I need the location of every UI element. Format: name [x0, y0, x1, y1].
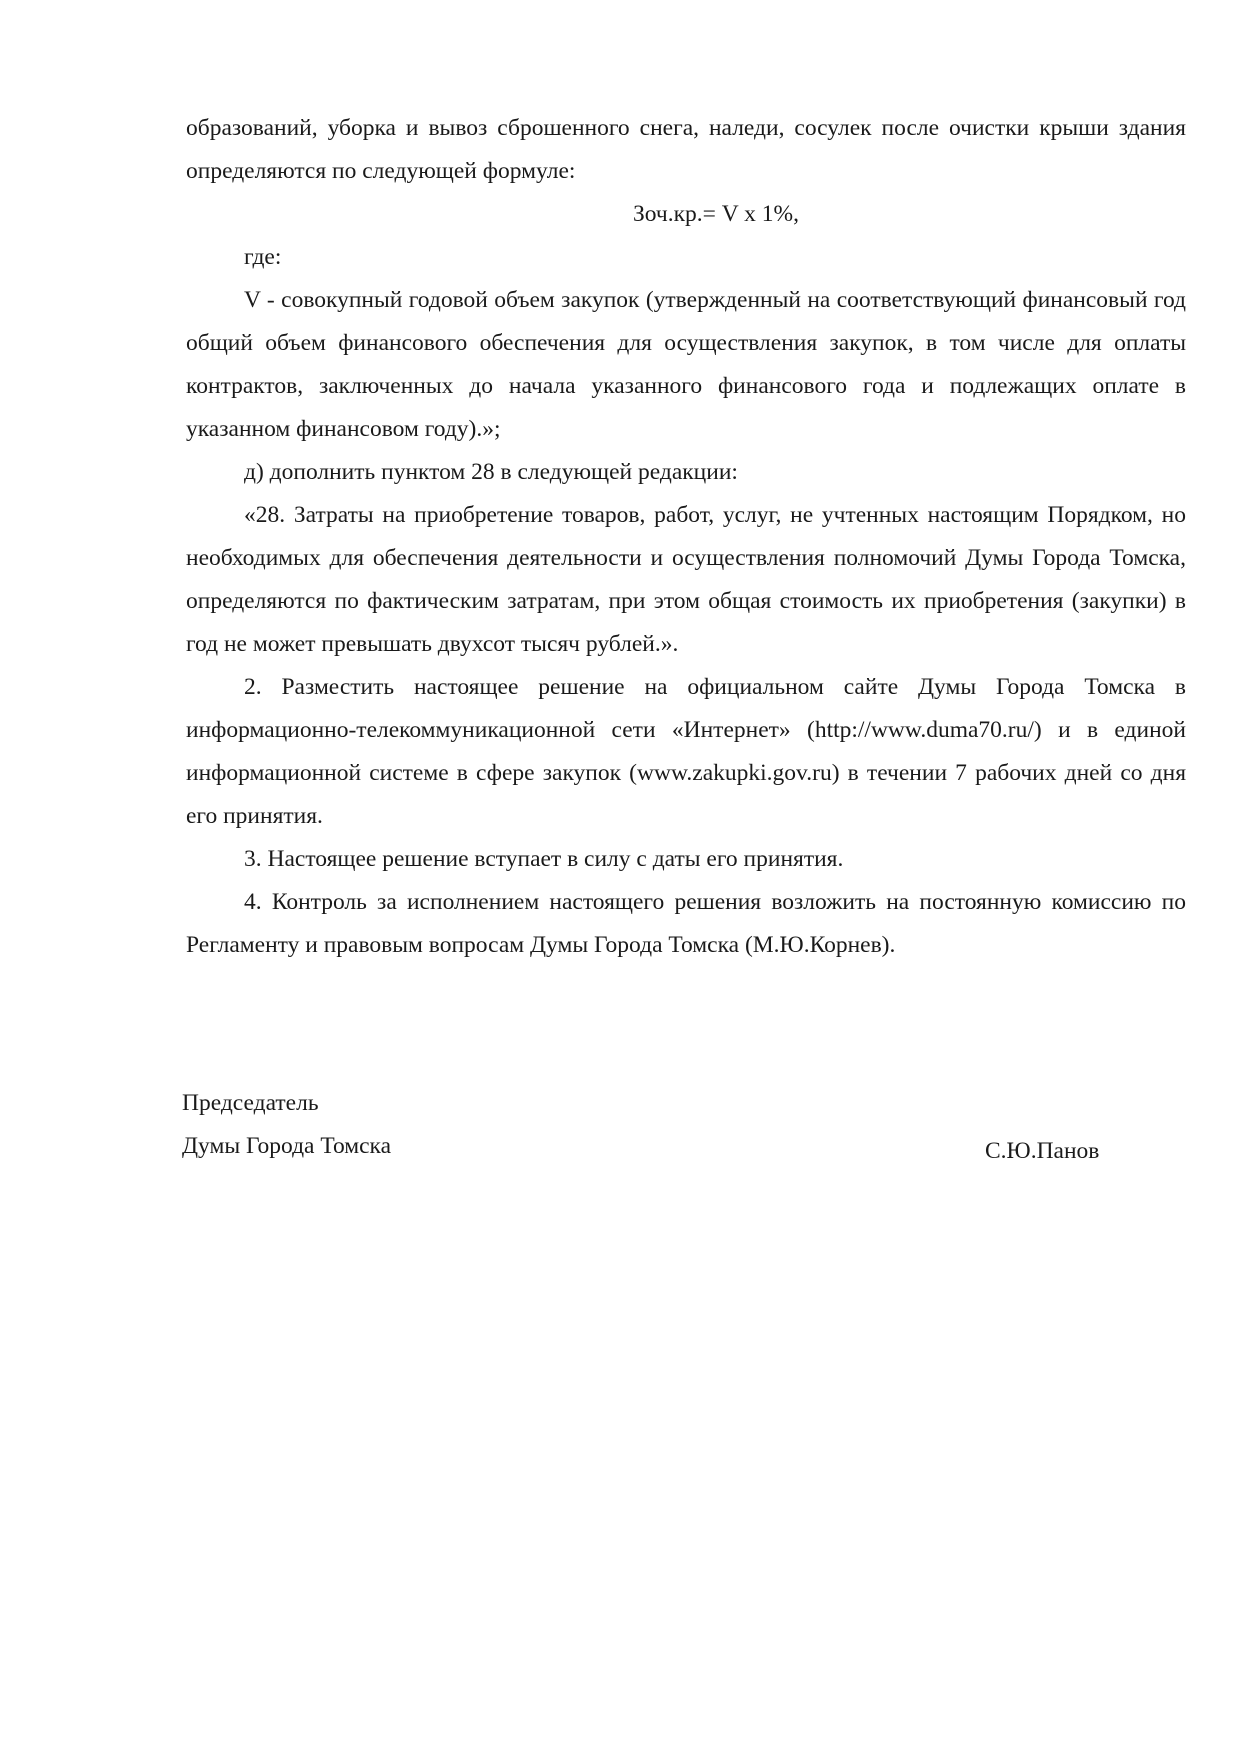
item-2: 2. Разместить настоящее решение на официальном сайте Думы Города Томска в информационно-телекоммуникационной сети «Интернет» (http://www.duma70.ru/) и в единой информационной системе в сфере закупок (www.zakupki.gov.ru) в течении 7 рабочих дней со дня его принятия.: [186, 674, 1186, 829]
item-4: 4. Контроль за исполнением настоящего решения возложить на постоянную комиссию по Регламенту и правовым вопросам Думы Города Томска (М.Ю.Корнев).: [186, 889, 1186, 958]
paragraph-continuation-line1: образований, уборка и вывоз сброшенного снега, наледи, сосулек после очистки крыши здания: [186, 115, 1186, 141]
signature-title-line1: Председатель: [182, 1090, 319, 1116]
document-body: [186, 107, 1186, 967]
formula: Зоч.кр.= V x 1%,: [632, 201, 800, 227]
where-label: где:: [244, 244, 282, 270]
item-28: «28. Затраты на приобретение товаров, работ, услуг, не учтенных настоящим Порядком, но необходимых для обеспечения деятельности и осуществления полномочий Думы Города Томска, определяются по фактическим затратам, при этом общая стоимость их приобретения (закупки) в год не может превышать двухсот тысяч рублей.».: [186, 502, 1186, 657]
paragraph-continuation-line2: определяются по следующей формуле:: [186, 158, 576, 184]
v-definition: V - совокупный годовой объем закупок (утвержденный на соответствующий финансовый год общий объем финансового обеспечения для осуществления закупок, в том числе для оплаты контрактов, заключенных до начала указанного финансового года и подлежащих оплате в указанном финансовом году).»;: [186, 287, 1186, 442]
signature-name: С.Ю.Панов: [985, 1138, 1100, 1164]
item-3: 3. Настоящее решение вступает в силу с даты его принятия.: [244, 846, 844, 872]
signature-title-line2: Думы Города Томска: [182, 1133, 392, 1159]
item-d: д) дополнить пунктом 28 в следующей редакции:: [244, 459, 738, 485]
